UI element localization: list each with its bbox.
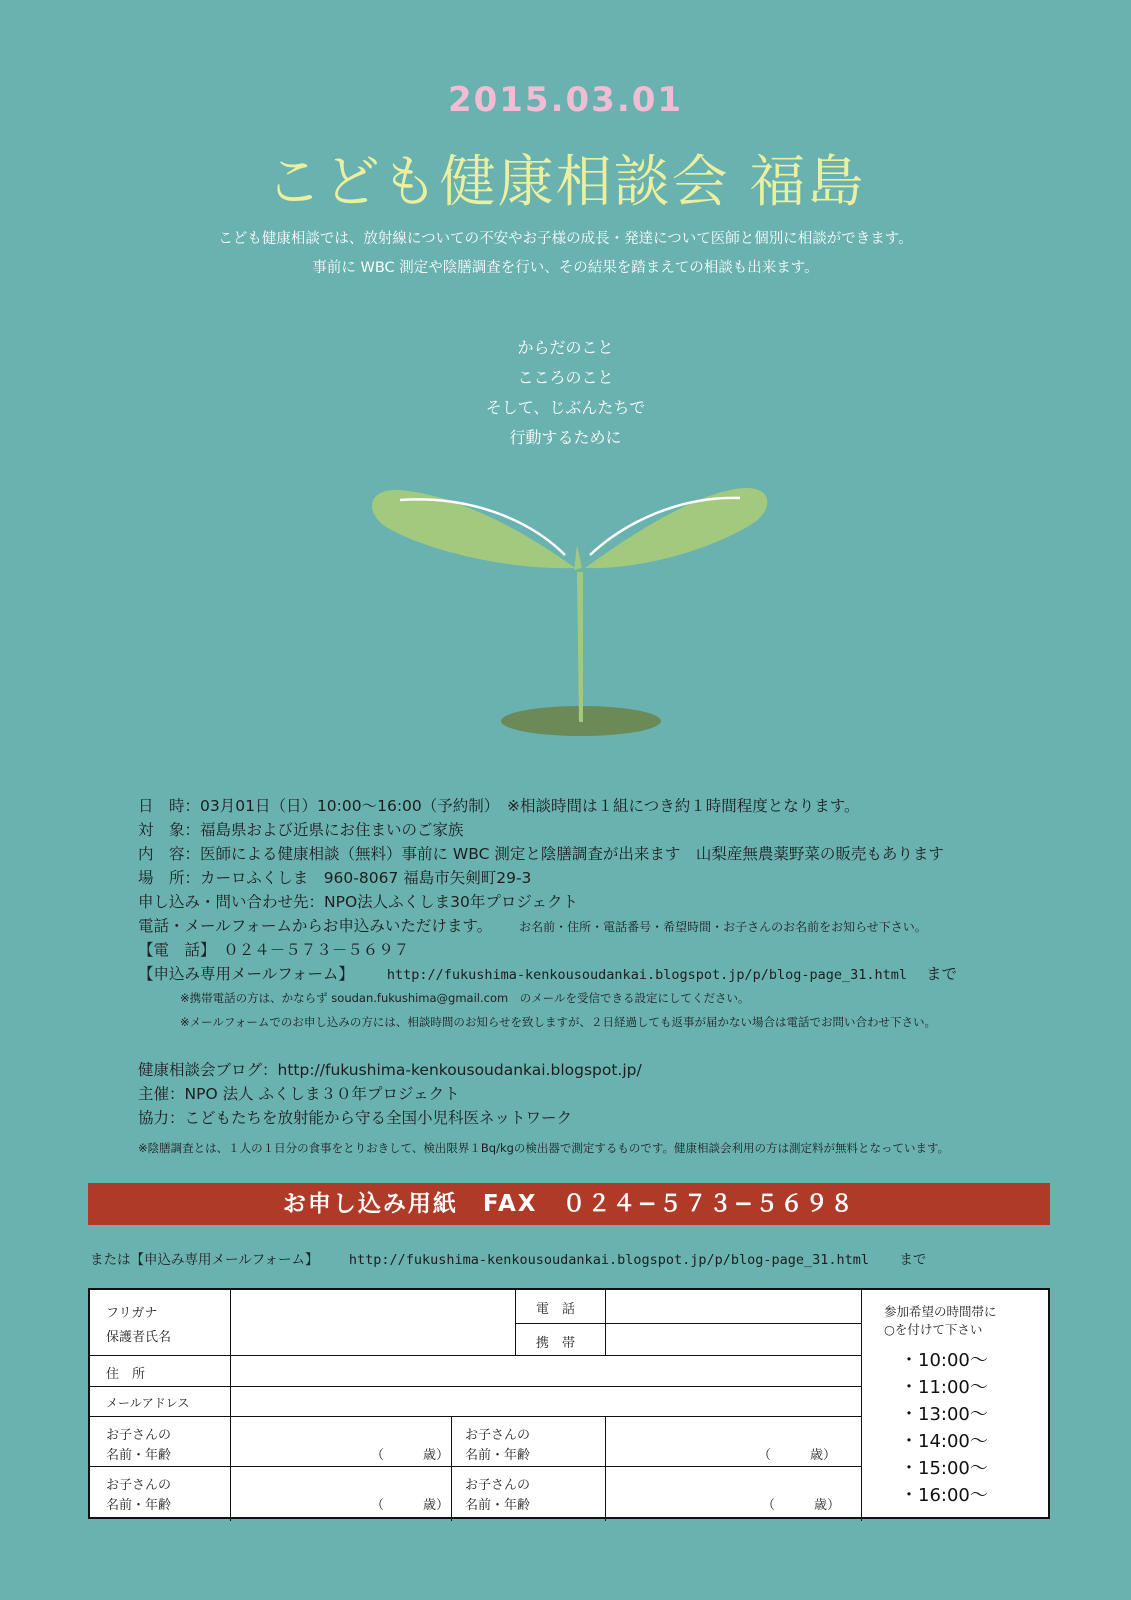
info-note-mobile: ※携帯電話の方は、かならず soudan.fukushima@gmail.com のメールを受信できる設定にしてください。 bbox=[180, 991, 750, 1005]
label-child-3a: お子さんの bbox=[106, 1478, 172, 1493]
poem-line-3: そして、じぶんたちで bbox=[485, 398, 646, 417]
label-mobile: 携 帯 bbox=[536, 1336, 576, 1351]
label-furigana: フリガナ bbox=[106, 1306, 158, 1321]
poem-line-2: こころのこと bbox=[517, 368, 614, 387]
info-phone: 【電 話】 ０２４－５７３－５６９７ bbox=[138, 941, 410, 959]
info-place: 場 所：カーロふくしま 960-8067 福島市矢剣町29-3 bbox=[138, 869, 532, 887]
intro-line-1: こども健康相談では、放射線についての不安やお子様の成長・発達について医師と個別に相談ができます。 bbox=[218, 231, 913, 247]
child-2-age[interactable]: （ 歳） bbox=[758, 1448, 837, 1463]
info-apply-text: 電話・メールフォームからお申込みいただけます。 bbox=[138, 917, 493, 935]
label-guardian-name: 保護者氏名 bbox=[106, 1330, 172, 1345]
time-slot-1500[interactable]: ・15:00～ bbox=[900, 1458, 988, 1479]
label-child-2a: お子さんの bbox=[465, 1428, 531, 1443]
label-email: メールアドレス bbox=[106, 1396, 190, 1410]
event-date: 2015.03.01 bbox=[447, 80, 684, 120]
poem-line-4: 行動するために bbox=[509, 428, 622, 447]
intro-line-2: 事前に WBC 測定や陰膳調査を行い、その結果を踏まえての相談も出来ます。 bbox=[312, 260, 819, 276]
telephone-field[interactable] bbox=[612, 1293, 856, 1320]
left-leaf bbox=[372, 490, 575, 568]
info-target: 対 象：福島県および近県にお住まいのご家族 bbox=[138, 821, 464, 839]
form-line bbox=[90, 1355, 861, 1356]
sprout-illustration bbox=[360, 460, 780, 760]
info-apply-note: お名前・住所・電話番号・希望時間・お子さんのお名前をお知らせ下さい。 bbox=[519, 920, 927, 934]
child-4-age[interactable]: （ 歳） bbox=[762, 1498, 841, 1513]
mobile-field[interactable] bbox=[612, 1326, 856, 1353]
form-line bbox=[605, 1416, 606, 1521]
form-line bbox=[451, 1416, 452, 1521]
form-banner: お申し込み用紙 FAX ０２４−５７３−５６９８ bbox=[88, 1183, 1050, 1225]
label-child-4b: 名前・年齢 bbox=[465, 1498, 531, 1513]
form-alt-suffix: まで bbox=[899, 1252, 927, 1268]
time-header-1: 参加希望の時間帯に bbox=[884, 1304, 997, 1319]
form-line bbox=[861, 1290, 862, 1521]
info-schedule: 日 時：03月01日（日）10:00～16:00（予約制） ※相談時間は１組につき約１時間程度となります。 bbox=[138, 797, 860, 815]
info-organizer: 主催：NPO 法人 ふくしま３０年プロジェクト bbox=[138, 1085, 460, 1103]
info-cooperation: 協力：こどもたちを放射能から守る全国小児科医ネットワーク bbox=[138, 1109, 573, 1127]
info-content: 内 容：医師による健康相談（無料）事前に WBC 測定と陰膳調査が出来ます 山梨産無農薬野菜の販売もあります bbox=[138, 845, 944, 863]
label-telephone: 電 話 bbox=[536, 1302, 576, 1317]
info-mailform bbox=[138, 962, 957, 984]
form-line bbox=[90, 1416, 861, 1417]
form-line bbox=[515, 1290, 516, 1355]
form-line bbox=[230, 1290, 231, 1521]
address-field[interactable] bbox=[240, 1358, 855, 1383]
form-alt-label: または【申込み専用メールフォーム】 bbox=[90, 1252, 319, 1268]
label-child-3b: 名前・年齢 bbox=[106, 1498, 172, 1513]
info-note-mailform: ※メールフォームでのお申し込みの方には、相談時間のお知らせを致しますが、２日経過しても返事が届かない場合は電話でお問い合わせ下さい。 bbox=[180, 1015, 936, 1029]
info-apply bbox=[138, 914, 927, 936]
form-line bbox=[515, 1323, 861, 1324]
time-header-2: ○を付けて下さい bbox=[884, 1322, 983, 1337]
child-3-age[interactable]: （ 歳） bbox=[371, 1498, 450, 1513]
sprout-stem bbox=[577, 572, 583, 722]
form-alt-url[interactable]: http://fukushima-kenkousoudankai.blogspot.jp/p/blog-page_31.html bbox=[348, 1252, 870, 1268]
page-title: こども健康相談会 福島 bbox=[265, 150, 866, 215]
time-slot-1000[interactable]: ・10:00～ bbox=[900, 1350, 988, 1371]
info-mailform-label: 【申込み専用メールフォーム】 bbox=[138, 965, 354, 983]
info-footnote: ※陰膳調査とは、１人の１日分の食事をとりおきして、検出限界１Bq/kgの検出器で測定するものです。健康相談会利用の方は測定料が無料となっています。 bbox=[138, 1141, 950, 1155]
label-child-4a: お子さんの bbox=[465, 1478, 531, 1493]
sprout-bud bbox=[574, 545, 582, 570]
form-line bbox=[605, 1290, 606, 1355]
info-mailform-url[interactable]: http://fukushima-kenkousoudankai.blogspot.jp/p/blog-page_31.html bbox=[386, 967, 908, 983]
time-slot-1600[interactable]: ・16:00～ bbox=[900, 1485, 988, 1506]
form-line bbox=[90, 1466, 861, 1467]
guardian-name-field[interactable] bbox=[240, 1295, 505, 1351]
child-1-age[interactable]: （ 歳） bbox=[371, 1448, 450, 1463]
label-child-1b: 名前・年齢 bbox=[106, 1448, 172, 1463]
info-mailform-suffix: まで bbox=[925, 965, 957, 983]
time-slot-1100[interactable]: ・11:00～ bbox=[900, 1377, 988, 1398]
form-line bbox=[90, 1386, 861, 1387]
right-leaf bbox=[585, 488, 767, 568]
form-alt-mailform bbox=[90, 1248, 926, 1268]
time-slot-1300[interactable]: ・13:00～ bbox=[900, 1404, 988, 1425]
label-child-2b: 名前・年齢 bbox=[465, 1448, 531, 1463]
time-slot-1400[interactable]: ・14:00～ bbox=[900, 1431, 988, 1452]
email-field[interactable] bbox=[240, 1389, 855, 1414]
poem-line-1: からだのこと bbox=[517, 338, 614, 357]
label-address: 住 所 bbox=[106, 1367, 146, 1382]
application-form bbox=[88, 1288, 1050, 1519]
info-contact: 申し込み・問い合わせ先：NPO法人ふくしま30年プロジェクト bbox=[138, 893, 579, 911]
label-child-1a: お子さんの bbox=[106, 1428, 172, 1443]
info-blog[interactable]: 健康相談会ブログ：http://fukushima-kenkousoudankai.blogspot.jp/ bbox=[138, 1061, 642, 1079]
